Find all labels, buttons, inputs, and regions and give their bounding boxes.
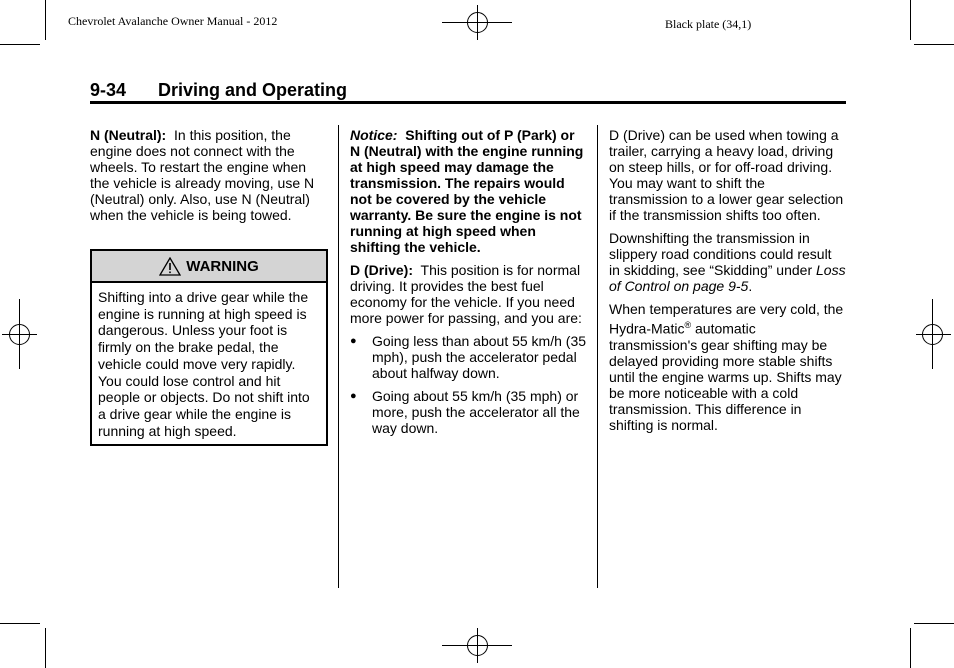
list-item [350,333,588,381]
page-number: 9-34 [90,80,127,100]
neutral-label: N (Neutral): [90,127,167,143]
crop-mark [0,44,40,45]
drive-paragraph [350,262,588,326]
bullet-text: Going less than about 55 km/h (35 mph), push the accelerator pedal about halfway down. [372,333,587,381]
registered-mark: ® [684,320,692,330]
downshift-text: Downshifting the transmission in slippery road conditions could result in skidding, see “Skidding” under [609,230,832,278]
crop-mark [914,623,954,624]
notice-label: Notice: [350,127,398,143]
downshift-paragraph [609,230,846,294]
column-1 [90,127,326,230]
notice-paragraph [350,127,588,255]
crop-mark [914,44,954,45]
crop-mark [45,0,46,40]
warning-box [90,249,328,446]
notice-text: Shifting out of P (Park) or N (Neutral) with the engine running at high speed may damage the transmission. The repairs would not be covered by the vehicle warranty. Be sure the engine is not running at high speed when shifting the vehicle. [350,127,584,255]
header-manual-title: Chevrolet Avalanche Owner Manual - 2012 [68,14,278,28]
warning-triangle-icon [159,257,181,276]
warning-header [92,251,326,283]
warning-title: WARNING [186,257,259,275]
cold-temperature-paragraph [609,301,846,433]
column-2 [350,127,588,443]
drive-label: D (Drive): [350,262,414,278]
bullet-icon: ● [350,390,357,402]
column-divider [597,125,598,588]
drive-text: This position is for normal driving. It provides the best fuel economy for the vehicle. If you need more power for passing, and you are: [350,262,582,326]
warning-body: Shifting into a drive gear while the engine is running at high speed is dangerous. Unless your foot is firmly on the brake pedal, the vehicle could move very rapidly. You could lose control and hit people or objects. Do not shift into a drive gear while the engine is running at high speed. [98,289,310,439]
section-title [90,80,347,101]
crop-mark [0,623,40,624]
crop-mark [45,628,46,668]
drive-towing-paragraph: D (Drive) can be used when towing a trailer, carrying a heavy load, driving on steep hills, or for off-road driving. You may want to shift the transmission to a lower gear selection if the transmission shifts too often. [609,127,844,223]
cold-text-a: When temperatures are very cold, the Hydra-Matic [609,301,844,337]
cross-reference-link[interactable]: Loss of Control on page 9-5 [609,262,846,294]
column-3 [609,127,846,440]
crop-mark [910,0,911,40]
list-item [350,388,588,436]
column-divider [338,125,339,588]
period: . [748,278,753,294]
section-name: Driving and Operating [158,80,348,100]
bullet-text: Going about 55 km/h (35 mph) or more, push the accelerator all the way down. [372,388,580,436]
section-rule [90,101,846,104]
header-plate: Black plate (34,1) [665,17,752,31]
bullet-icon: ● [350,335,357,347]
neutral-paragraph [90,127,326,223]
cold-text-b: automatic transmission's gear shifting may be delayed providing more stable shifts until the engine warms up. Shifts may be more noticeable with a cold transmission. This difference in shifting is normal. [609,320,842,433]
crop-mark [910,628,911,668]
neutral-text: In this position, the engine does not connect with the wheels. To restart the engine when the vehicle is already moving, use N (Neutral) only. Also, use N (Neutral) when the vehicle is being towed. [90,127,315,223]
